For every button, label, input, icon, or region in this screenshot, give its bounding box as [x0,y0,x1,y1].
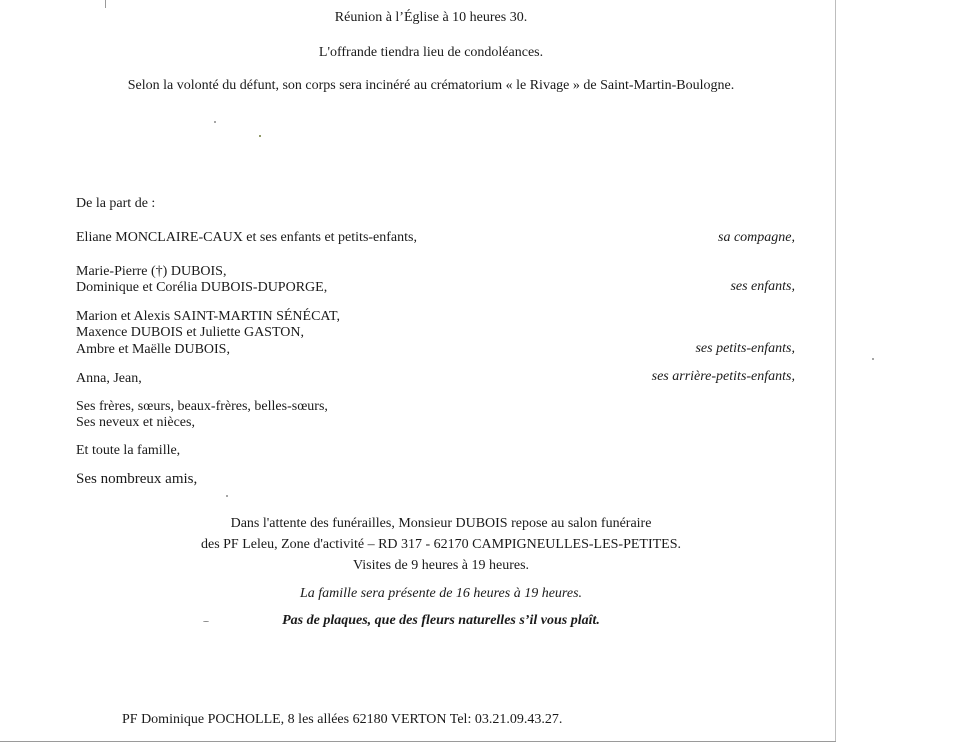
family-names-9: Ses neveux et nièces, [76,415,195,430]
plaques-text: Pas de plaques, que des fleurs naturelles s’il vous plaît. [282,613,600,628]
family-relation-6: ses petits-enfants, [695,341,795,356]
funeral-line-2: des PF Leleu, Zone d'activité – RD 317 - 62170 CAMPIGNEULLES-LES-PETITES. [200,537,682,552]
visites-text: Visites de 9 heures à 19 heures. [352,558,530,573]
family-relation-1: sa compagne, [718,230,795,245]
family-names-8: Ses frères, sœurs, beaux-frères, belles-sœurs, [76,399,328,414]
family-names-3: Dominique et Corélia DUBOIS-DUPORGE, [76,280,328,295]
family-names-11: Ses nombreux amis, [76,471,198,487]
family-names-4: Marion et Alexis SAINT-MARTIN SÉNÉCAT, [76,309,340,324]
presence-text: La famille sera présente de 16 heures à 19 heures. [299,586,583,601]
family-names-5: Maxence DUBOIS et Juliette GASTON, [76,325,304,340]
scan-mark [105,0,106,8]
family-names-7: Anna, Jean, [76,371,142,386]
family-names-2: Marie-Pierre (†) DUBOIS, [76,264,227,279]
offrande-text: L'offrande tiendra lieu de condoléances. [318,45,544,60]
scan-speck [872,358,874,360]
funeral-line-1: Dans l'attente des funérailles, Monsieur DUBOIS repose au salon funéraire [230,516,652,531]
footer-company: PF Dominique POCHOLLE, 8 les allées 62180 VERTON Tel: 03.21.09.43.27. [122,712,563,727]
family-names-6: Ambre et Maëlle DUBOIS, [76,342,230,357]
scan-speck [203,621,209,622]
scan-speck [214,121,216,123]
family-names-10: Et toute la famille, [76,443,181,458]
family-intro: De la part de : [76,196,156,211]
family-relation-7: ses arrière-petits-enfants, [651,369,795,384]
scan-speck [226,495,228,497]
family-names-1: Eliane MONCLAIRE-CAUX et ses enfants et petits-enfants, [76,230,417,245]
family-relation-3: ses enfants, [730,279,795,294]
page-edge-right [835,0,836,742]
page-edge-bottom [0,741,836,742]
scan-speck [259,135,261,137]
volonte-text: Selon la volonté du défunt, son corps sera incinéré au crématorium « le Rivage » de Saint-Martin-Boulogne. [127,78,735,93]
reunion-text: Réunion à l’Église à 10 heures 30. [334,10,528,25]
